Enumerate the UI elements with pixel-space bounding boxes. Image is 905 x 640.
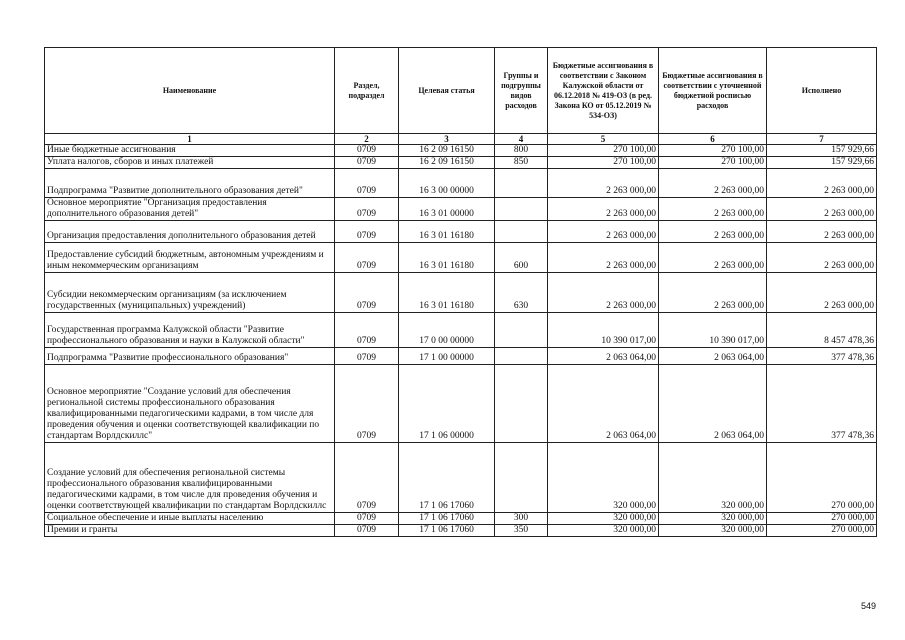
header-groups: Группы и подгруппы видов расходов xyxy=(495,48,548,134)
row-name-cell: Организация предоставления дополнительного образования детей xyxy=(45,221,335,243)
table-row xyxy=(45,348,877,365)
row-value-col5: 270 100,00 xyxy=(548,145,659,157)
table-row xyxy=(45,513,877,525)
budget-table xyxy=(44,47,877,537)
row-target-cell: 17 1 00 00000 xyxy=(399,348,495,365)
row-value-col7: 270 000,00 xyxy=(767,513,877,525)
row-value-col6: 2 263 000,00 xyxy=(659,273,767,313)
row-group-cell: 630 xyxy=(495,273,548,313)
row-value-col5: 320 000,00 xyxy=(548,443,659,513)
header-target: Целевая статья xyxy=(399,48,495,134)
row-value-col6: 2 263 000,00 xyxy=(659,169,767,198)
row-value-col7: 2 263 000,00 xyxy=(767,221,877,243)
row-value-col7: 377 478,36 xyxy=(767,365,877,443)
row-section-cell: 0709 xyxy=(335,513,399,525)
row-name-cell: Премии и гранты xyxy=(45,525,335,537)
row-target-cell: 16 3 01 16180 xyxy=(399,243,495,273)
row-value-col6: 320 000,00 xyxy=(659,513,767,525)
row-value-col6: 2 063 064,00 xyxy=(659,348,767,365)
row-group-cell xyxy=(495,169,548,198)
row-name-cell: Подпрограмма "Развитие дополнительного образования детей" xyxy=(45,169,335,198)
budget-table-sheet xyxy=(44,47,876,537)
col-number: 2 xyxy=(335,134,399,145)
row-target-cell: 16 3 01 16180 xyxy=(399,221,495,243)
row-value-col5: 2 263 000,00 xyxy=(548,169,659,198)
row-value-col7: 2 263 000,00 xyxy=(767,243,877,273)
col-number: 1 xyxy=(45,134,335,145)
row-group-cell xyxy=(495,443,548,513)
row-value-col7: 377 478,36 xyxy=(767,348,877,365)
row-section-cell: 0709 xyxy=(335,169,399,198)
row-value-col6: 2 263 000,00 xyxy=(659,221,767,243)
row-target-cell: 16 3 01 16180 xyxy=(399,273,495,313)
row-section-cell: 0709 xyxy=(335,365,399,443)
row-group-cell xyxy=(495,365,548,443)
row-group-cell: 600 xyxy=(495,243,548,273)
table-row xyxy=(45,443,877,513)
row-group-cell: 800 xyxy=(495,145,548,157)
header-col7: Исполнено xyxy=(767,48,877,134)
row-value-col5: 270 100,00 xyxy=(548,157,659,169)
row-group-cell xyxy=(495,348,548,365)
row-target-cell: 17 1 06 00000 xyxy=(399,365,495,443)
row-target-cell: 16 3 00 00000 xyxy=(399,169,495,198)
row-value-col6: 10 390 017,00 xyxy=(659,313,767,348)
row-section-cell: 0709 xyxy=(335,443,399,513)
row-value-col6: 320 000,00 xyxy=(659,525,767,537)
row-section-cell: 0709 xyxy=(335,198,399,221)
header-name: Наименование xyxy=(45,48,335,134)
row-section-cell: 0709 xyxy=(335,157,399,169)
row-value-col6: 270 100,00 xyxy=(659,157,767,169)
row-value-col7: 157 929,66 xyxy=(767,145,877,157)
row-section-cell: 0709 xyxy=(335,348,399,365)
row-section-cell: 0709 xyxy=(335,273,399,313)
row-value-col5: 2 063 064,00 xyxy=(548,348,659,365)
row-section-cell: 0709 xyxy=(335,525,399,537)
row-value-col5: 2 263 000,00 xyxy=(548,221,659,243)
row-value-col7: 270 000,00 xyxy=(767,525,877,537)
row-target-cell: 16 2 09 16150 xyxy=(399,157,495,169)
table-row xyxy=(45,525,877,537)
row-section-cell: 0709 xyxy=(335,313,399,348)
col-number: 4 xyxy=(495,134,548,145)
row-value-col5: 10 390 017,00 xyxy=(548,313,659,348)
row-value-col5: 2 263 000,00 xyxy=(548,273,659,313)
table-row xyxy=(45,221,877,243)
row-target-cell: 17 1 06 17060 xyxy=(399,513,495,525)
col-number: 6 xyxy=(659,134,767,145)
row-group-cell xyxy=(495,313,548,348)
row-name-cell: Основное мероприятие "Создание условий для обеспечения региональной системы профессионального образования квалифицированными педагогическими кадрами, в том числе для проведения обучения и оценки соответствующей квалификации по стандартам Ворлдскиллс" xyxy=(45,365,335,443)
header-row xyxy=(45,48,877,134)
table-row xyxy=(45,313,877,348)
row-group-cell: 850 xyxy=(495,157,548,169)
row-target-cell: 17 0 00 00000 xyxy=(399,313,495,348)
row-section-cell: 0709 xyxy=(335,145,399,157)
row-value-col7: 2 263 000,00 xyxy=(767,198,877,221)
row-value-col5: 2 263 000,00 xyxy=(548,198,659,221)
row-value-col5: 2 063 064,00 xyxy=(548,365,659,443)
row-group-cell: 350 xyxy=(495,525,548,537)
row-group-cell xyxy=(495,198,548,221)
page-number: 549 xyxy=(860,601,876,611)
row-group-cell xyxy=(495,221,548,243)
table-body xyxy=(45,145,877,537)
row-value-col7: 2 263 000,00 xyxy=(767,273,877,313)
row-target-cell: 17 1 06 17060 xyxy=(399,525,495,537)
row-value-col7: 157 929,66 xyxy=(767,157,877,169)
row-value-col6: 270 100,00 xyxy=(659,145,767,157)
table-row xyxy=(45,145,877,157)
row-section-cell: 0709 xyxy=(335,221,399,243)
header-col5: Бюджетные ассигнования в соответствии с Законом Калужской области от 06.12.2018 № 419-ОЗ (в ред. Закона КО от 05.12.2019 № 534-ОЗ) xyxy=(548,48,659,134)
col-number: 7 xyxy=(767,134,877,145)
table-row xyxy=(45,157,877,169)
header-section: Раздел, подраздел xyxy=(335,48,399,134)
row-value-col7: 8 457 478,36 xyxy=(767,313,877,348)
table-row xyxy=(45,273,877,313)
row-name-cell: Субсидии некоммерческим организациям (за исключением государственных (муниципальных) учреждений) xyxy=(45,273,335,313)
row-target-cell: 16 3 01 00000 xyxy=(399,198,495,221)
row-value-col6: 320 000,00 xyxy=(659,443,767,513)
col-number: 5 xyxy=(548,134,659,145)
table-row xyxy=(45,169,877,198)
row-name-cell: Государственная программа Калужской области "Развитие профессионального образования и науки в Калужской области" xyxy=(45,313,335,348)
column-number-row xyxy=(45,134,877,145)
row-name-cell: Подпрограмма "Развитие профессионального образования" xyxy=(45,348,335,365)
row-value-col5: 320 000,00 xyxy=(548,513,659,525)
row-section-cell: 0709 xyxy=(335,243,399,273)
table-row xyxy=(45,243,877,273)
row-target-cell: 17 1 06 17060 xyxy=(399,443,495,513)
col-number: 3 xyxy=(399,134,495,145)
header-col6: Бюджетные ассигнования в соответствии с уточненной бюджетной росписью расходов xyxy=(659,48,767,134)
row-name-cell: Иные бюджетные ассигнования xyxy=(45,145,335,157)
row-name-cell: Уплата налогов, сборов и иных платежей xyxy=(45,157,335,169)
row-name-cell: Предоставление субсидий бюджетным, автономным учреждениям и иным некоммерческим организациям xyxy=(45,243,335,273)
row-name-cell: Социальное обеспечение и иные выплаты населению xyxy=(45,513,335,525)
row-value-col5: 2 263 000,00 xyxy=(548,243,659,273)
row-name-cell: Основное мероприятие "Организация предоставления дополнительного образования детей" xyxy=(45,198,335,221)
row-value-col7: 2 263 000,00 xyxy=(767,169,877,198)
row-value-col5: 320 000,00 xyxy=(548,525,659,537)
row-value-col6: 2 063 064,00 xyxy=(659,365,767,443)
row-target-cell: 16 2 09 16150 xyxy=(399,145,495,157)
table-row xyxy=(45,198,877,221)
row-group-cell: 300 xyxy=(495,513,548,525)
row-value-col6: 2 263 000,00 xyxy=(659,198,767,221)
table-row xyxy=(45,365,877,443)
row-name-cell: Создание условий для обеспечения региональной системы профессионального образования квалифицированными педагогическими кадрами, в том числе для проведения обучения и оценки соответствующей квалификации по стандартам Ворлдскиллс xyxy=(45,443,335,513)
row-value-col7: 270 000,00 xyxy=(767,443,877,513)
row-value-col6: 2 263 000,00 xyxy=(659,243,767,273)
